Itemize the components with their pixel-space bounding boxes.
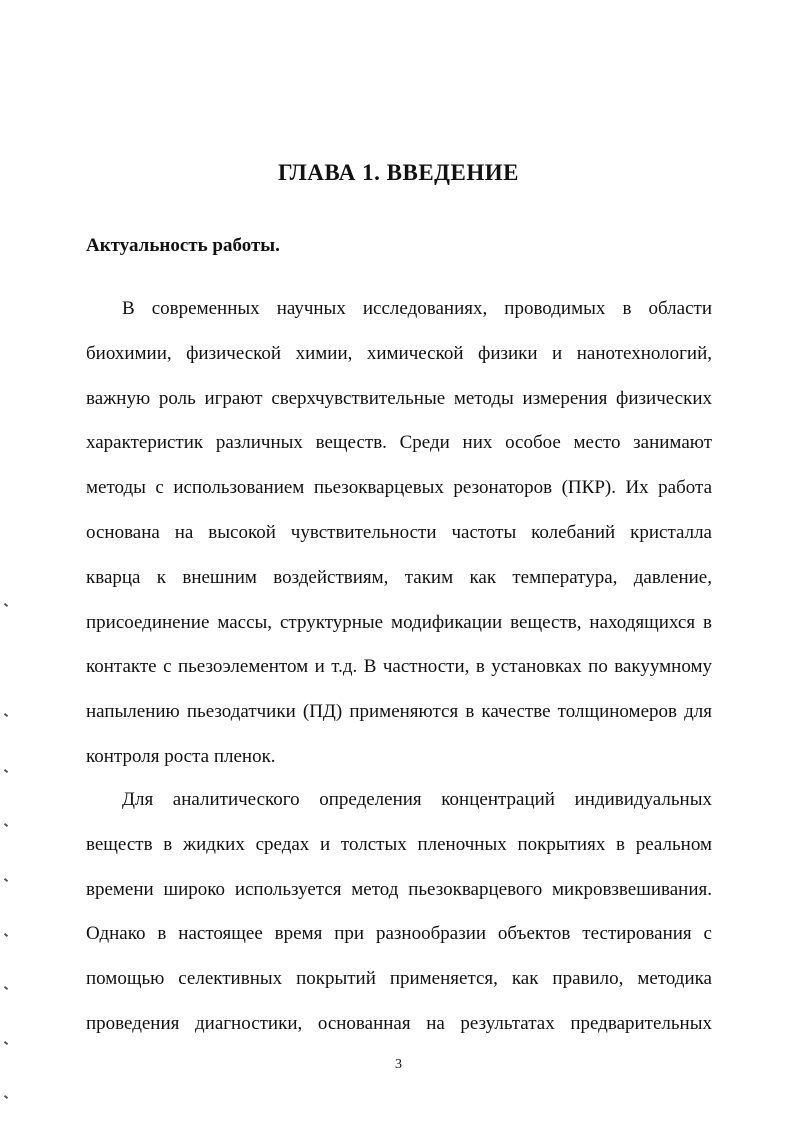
scan-artifact-mark — [4, 878, 8, 882]
paragraph-1-line-2: биохимии, физической химии, химической физики и нанотехнологий, — [86, 342, 712, 364]
scan-artifact-mark — [4, 1095, 8, 1099]
paragraph-2-line-1: Для аналитического определения концентраций индивидуальных — [122, 789, 712, 810]
paragraph-2-line-6: проведения диагностики, основанная на результатах предварительных — [86, 1012, 712, 1034]
paragraph-2-line-5: помощью селективных покрытий применяется, как правило, методика — [86, 968, 712, 990]
scan-artifact-mark — [4, 933, 8, 937]
paragraph-2-line-3: времени широко используется метод пьезокварцевого микровзвешивания. — [86, 878, 712, 900]
chapter-title: ГЛАВА 1. ВВЕДЕНИЕ — [278, 160, 519, 185]
paragraph-1-line-3: важную роль играют сверхчувствительные методы измерения физических — [86, 387, 712, 409]
scan-artifact-mark — [4, 713, 8, 717]
scan-artifact-mark — [4, 769, 8, 773]
paragraph-1-line-11: контроля роста пленок. — [86, 745, 276, 767]
paragraph-1-line-4: характеристик различных веществ. Среди них особое место занимают — [86, 432, 712, 454]
paragraph-2-line-4: Однако в настоящее время при разнообразии объектов тестирования с — [86, 923, 712, 945]
paragraph-1-line-10: напылению пьезодатчики (ПД) применяются в качестве толщиномеров для — [86, 701, 712, 723]
scan-artifact-mark — [4, 986, 8, 990]
paragraph-2 — [86, 778, 712, 1047]
paragraph-1-line-8: присоединение массы, структурные модификации веществ, находящихся в — [86, 611, 712, 633]
paragraph-1-line-5: методы с использованием пьезокварцевых резонаторов (ПКР). Их работа — [86, 477, 712, 499]
paragraph-1-line-9: контакте с пьезоэлементом и т.д. В частности, в установках по вакуумному — [86, 656, 712, 678]
scan-artifact-mark — [4, 603, 8, 607]
scan-artifact-mark — [4, 823, 8, 827]
paragraph-2-line-2: веществ в жидких средах и толстых пленочных покрытиях в реальном — [86, 833, 712, 855]
scan-artifact-mark — [4, 1041, 8, 1045]
page-number: 3 — [395, 1057, 402, 1072]
section-heading: Актуальность работы. — [86, 235, 280, 256]
paragraph-1-line-7: кварца к внешним воздействиям, таким как температура, давление, — [86, 566, 712, 588]
paragraph-1-line-1: В современных научных исследованиях, проводимых в области — [122, 298, 712, 319]
paragraph-1-line-6: основана на высокой чувствительности частоты колебаний кристалла — [86, 521, 712, 543]
paragraph-1 — [86, 287, 712, 780]
